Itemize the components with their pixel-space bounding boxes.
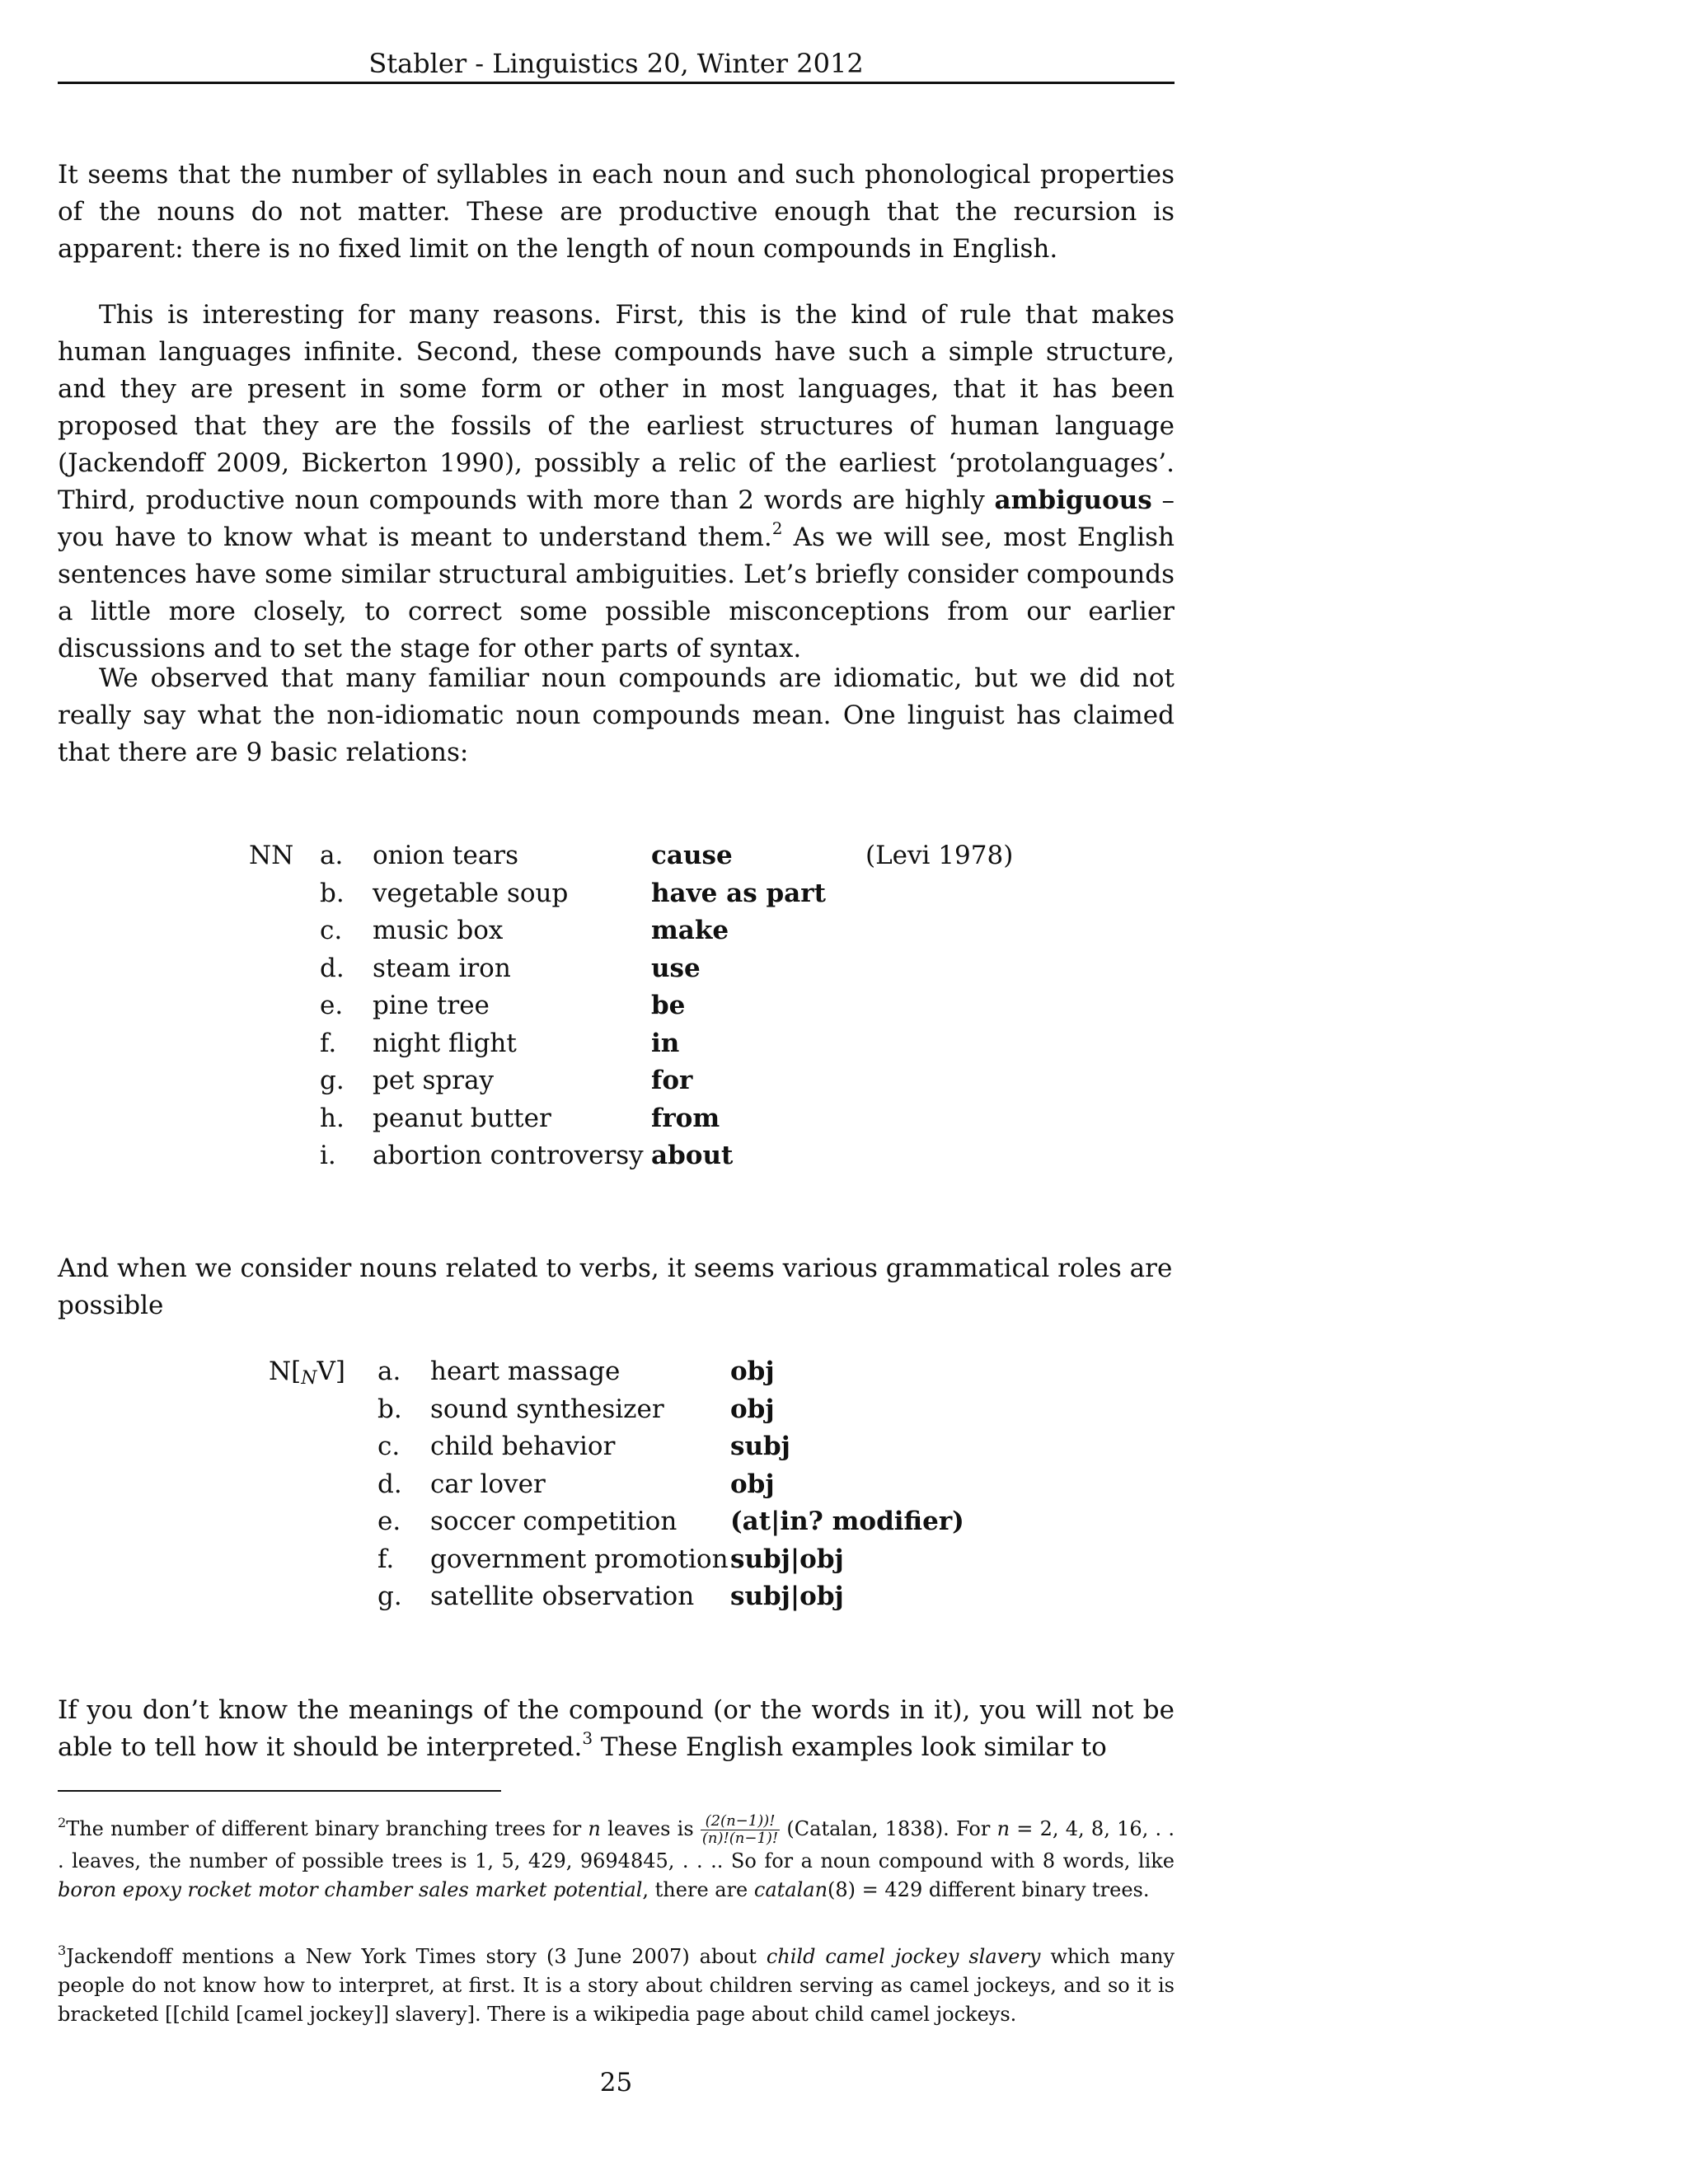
footnote-3-text-b: which many people do not know how to interpret, at first. It is a story about children serving as camel jockeys, and so it is bracketed [[child [camel jockey]] slavery]. There is a wikipedia page about child camel jockeys. <box>58 1945 1175 2026</box>
nv-label-b: V] <box>316 1357 345 1386</box>
paragraph-3: We observed that many familiar noun compounds are idiomatic, but we did not really say what the non-idiomatic noun compounds mean. One linguist has claimed that there are 9 basic relations: <box>58 663 1175 767</box>
nv-label-sub: N <box>301 1368 317 1389</box>
fraction-denominator: (n)!(n−1)! <box>701 1830 779 1847</box>
footnote-2-var-n2: n <box>996 1817 1010 1840</box>
nn-relation: about <box>651 1141 734 1170</box>
nv-label <box>269 1353 345 1397</box>
footnote-rule <box>58 1790 501 1792</box>
nn-relation: for <box>651 1066 693 1095</box>
paragraph-2 <box>58 297 1175 668</box>
nn-compound: vegetable soup <box>373 878 569 908</box>
nn-letter: b. <box>320 878 345 908</box>
footnote-2-text-c: (Catalan, 1838). For <box>780 1817 997 1840</box>
nn-relation: in <box>651 1028 680 1058</box>
paragraph-2-text-c: As we will see, most English sentences have some similar structural ambiguities. Let’s briefly consider compounds a little more closely, to correct some possible misconceptions from our earlier discussions and to set the stage for other parts of syntax. <box>58 523 1175 663</box>
nn-relation: use <box>651 953 701 983</box>
nn-letter: a. <box>320 841 344 870</box>
nv-role: (at|in? modifier) <box>730 1507 964 1536</box>
nn-relation: have as part <box>651 878 826 908</box>
footnote-2-text-b: leaves is <box>600 1817 701 1840</box>
footnote-ref-3: 3 <box>582 1728 593 1748</box>
paragraph-5-text-b: These English examples look similar to <box>593 1732 1107 1762</box>
footnote-3-mark: 3 <box>58 1943 67 1958</box>
nv-letter: e. <box>377 1507 401 1536</box>
nn-compound: abortion controversy <box>373 1141 644 1170</box>
nv-letter: a. <box>377 1357 401 1386</box>
catalan-fraction <box>701 1813 780 1847</box>
paragraph-2-text-b: – you have to know what is meant to understand them. <box>58 485 1175 552</box>
nv-role: subj|obj <box>730 1582 844 1611</box>
footnote-3-text-a: Jackendoff mentions a New York Times story (3 June 2007) about <box>66 1945 767 1968</box>
nv-example-block <box>0 1353 1688 1625</box>
nv-compound: government promotion <box>430 1544 729 1574</box>
nn-compound: peanut butter <box>373 1103 551 1133</box>
nv-role: obj <box>730 1357 775 1386</box>
running-header: Stabler - Linguistics 20, Winter 2012 <box>368 48 864 79</box>
nn-letter: i. <box>320 1141 336 1170</box>
nn-letter: c. <box>320 916 343 945</box>
nn-relation: be <box>651 991 686 1020</box>
paragraph-2-text-a: This is interesting for many reasons. First, this is the kind of rule that makes human languages infinite. Second, these compounds have such a simple structure, and they are present in some form or other in most languages, that it has been proposed that they are the fossils of the earliest structures of human language (Jackendoff 2009, Bickerton 1990), possibly a relic of the earliest ‘protolanguages’. Third, productive noun compounds with more than 2 words are highly <box>58 300 1175 515</box>
nv-compound: satellite observation <box>430 1582 695 1611</box>
page-number: 25 <box>599 2068 633 2097</box>
paragraph-5-text-a: If you don’t know the meanings of the compound (or the words in it), you will not be able to tell how it should be interpreted. <box>58 1695 1175 1762</box>
nn-letter: e. <box>320 991 344 1020</box>
nn-letter: h. <box>320 1103 345 1133</box>
paragraph-5 <box>58 1692 1175 1766</box>
nv-compound: soccer competition <box>430 1507 678 1536</box>
nv-letter: c. <box>377 1432 401 1461</box>
nv-role: subj <box>730 1432 790 1461</box>
footnote-2-text-e: , there are <box>642 1878 754 1901</box>
nn-compound: pine tree <box>373 991 490 1020</box>
nv-letter: b. <box>377 1394 402 1424</box>
nn-relation: from <box>651 1103 720 1133</box>
paragraph-4: And when we consider nouns related to verbs, it seems various grammatical roles are possible <box>58 1254 1173 1320</box>
footnote-2-text-d: = 2, 4, 8, 16, . . . leaves, the number of possible trees is 1, 5, 429, 9694845, . . .. So for a noun compound with 8 words, like <box>58 1817 1175 1872</box>
footnote-ref-2: 2 <box>771 518 783 538</box>
footnote-2-mark: 2 <box>58 1815 67 1830</box>
footnote-3-example: child camel jockey slavery <box>766 1945 1041 1968</box>
nv-letter: d. <box>377 1469 402 1499</box>
nn-compound: pet spray <box>373 1066 495 1095</box>
paragraph-1: It seems that the number of syllables in each noun and such phonological properties of the nouns do not matter. These are productive enough that the recursion is apparent: there is no fixed limit on the length of noun compounds in English. <box>58 160 1175 264</box>
nn-compound: onion tears <box>373 841 519 870</box>
nv-label-a: N[ <box>269 1357 302 1386</box>
footnote-3 <box>58 1943 1175 2029</box>
nv-role: subj|obj <box>730 1544 844 1574</box>
fraction-numerator: (2(n−1))! <box>701 1813 780 1830</box>
footnote-2-example: boron epoxy rocket motor chamber sales market potential <box>58 1878 643 1901</box>
footnote-2-text-a: The number of different binary branching trees for <box>66 1817 588 1840</box>
nn-relation: make <box>651 916 729 945</box>
nv-role: obj <box>730 1394 775 1424</box>
nn-letter: f. <box>320 1028 337 1058</box>
nn-letter: d. <box>320 953 345 983</box>
footnote-2-var-n: n <box>588 1817 601 1840</box>
nn-label: NN <box>249 841 294 870</box>
footnote-2-text-f: (8) = 429 different binary trees. <box>828 1878 1150 1901</box>
nv-letter: g. <box>377 1582 402 1611</box>
nn-citation: (Levi 1978) <box>865 841 1014 870</box>
footnote-2-catalan: catalan <box>753 1878 828 1901</box>
nv-compound: child behavior <box>430 1432 616 1461</box>
nv-compound: car lover <box>430 1469 546 1499</box>
nv-compound: heart massage <box>430 1357 621 1386</box>
nn-compound: music box <box>373 916 504 945</box>
nn-example-block <box>0 837 1688 1183</box>
nn-compound: steam iron <box>373 953 511 983</box>
nv-letter: f. <box>377 1544 395 1574</box>
footnote-2 <box>58 1813 1175 1905</box>
nn-letter: g. <box>320 1066 345 1095</box>
nv-compound: sound synthesizer <box>430 1394 664 1424</box>
nn-relation: cause <box>651 841 733 870</box>
term-ambiguous: ambiguous <box>994 485 1152 515</box>
nv-role: obj <box>730 1469 775 1499</box>
nn-compound: night flight <box>373 1028 517 1058</box>
header-rule <box>58 82 1175 84</box>
